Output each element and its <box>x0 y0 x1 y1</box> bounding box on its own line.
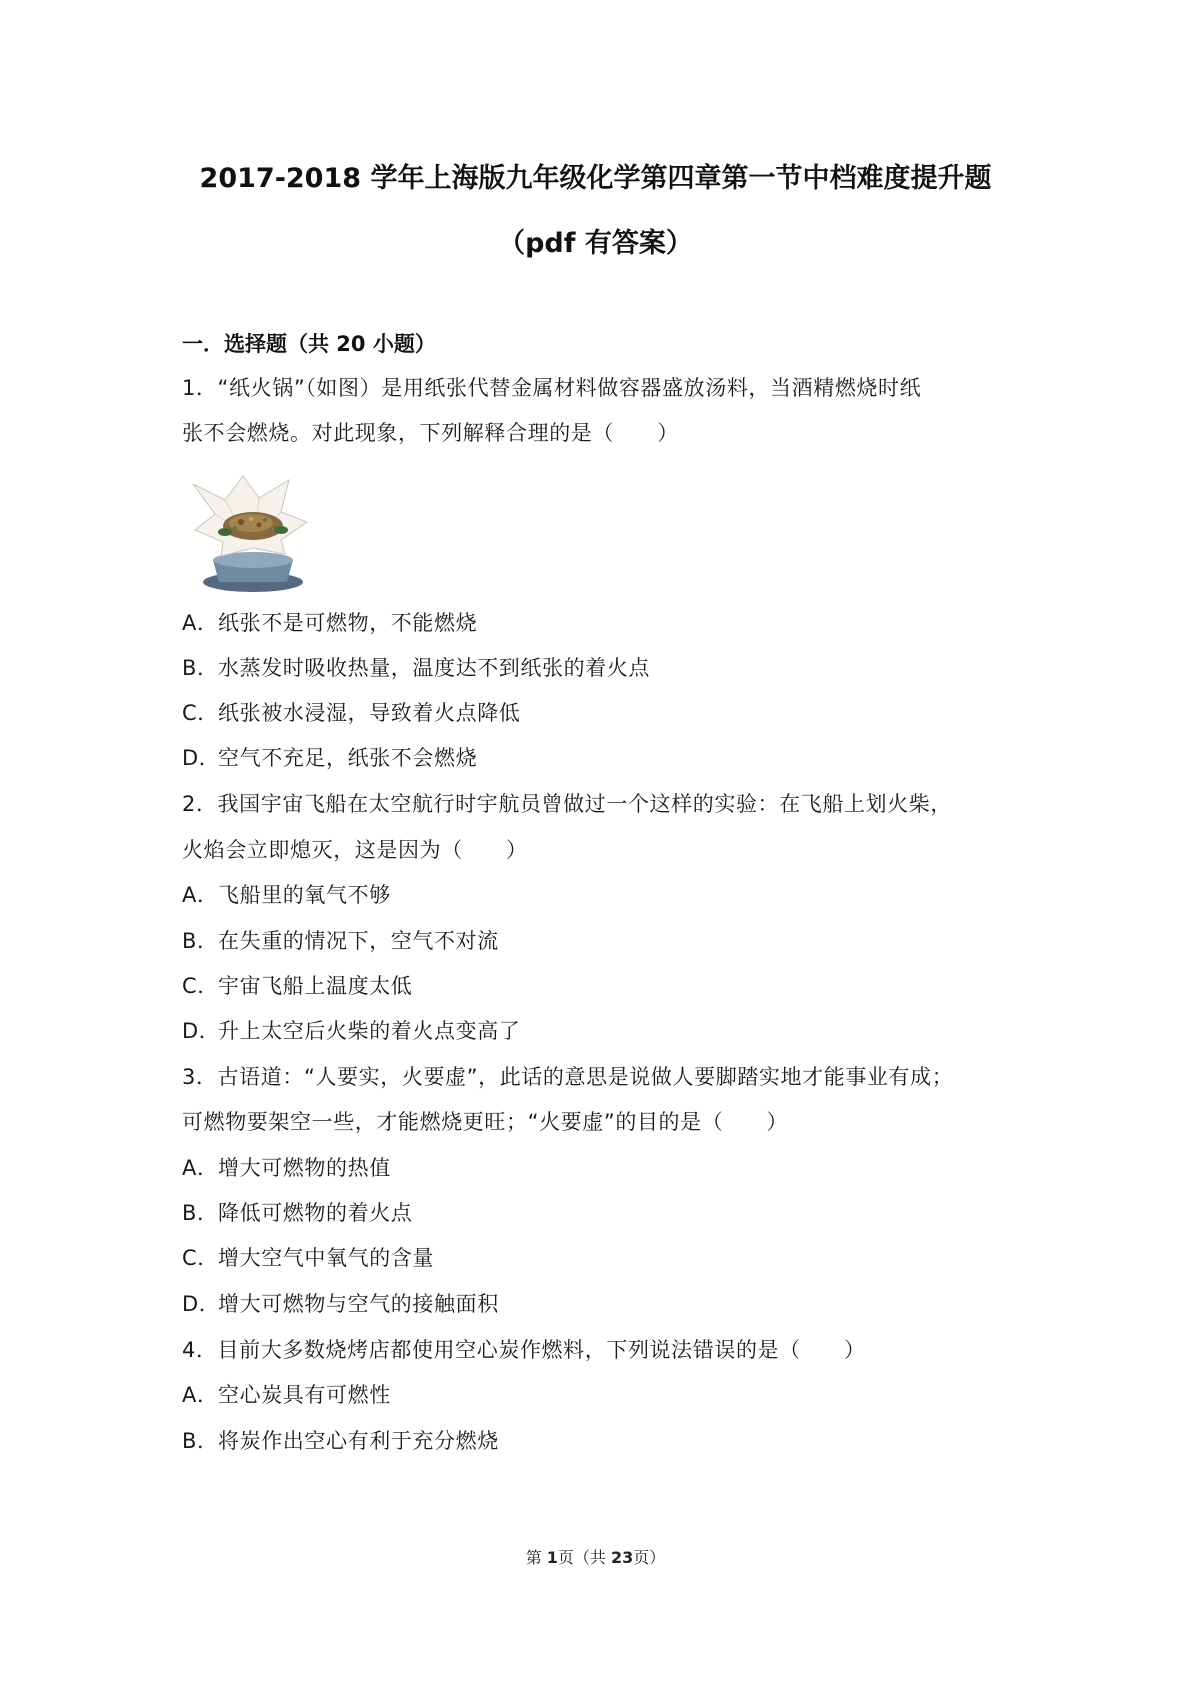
question-1-line-1: 1．“纸火锅”（如图）是用纸张代替金属材料做容器盛放汤料，当酒精燃烧时纸 <box>182 376 922 400</box>
option-letter: B． <box>182 1201 219 1225</box>
question-3-option-c <box>182 1242 434 1272</box>
option-letter: A． <box>182 1156 219 1180</box>
option-text: 在失重的情况下，空气不对流 <box>218 929 499 953</box>
option-text: 增大空气中氧气的含量 <box>218 1246 434 1270</box>
question-2-option-a <box>182 879 391 909</box>
question-1-option-c <box>182 697 520 727</box>
question-2-line-1: 2．我国宇宙飞船在太空航行时宇航员曾做过一个这样的实验：在飞船上划火柴， <box>182 792 952 816</box>
section-heading: 一．选择题（共 20 小题） <box>182 332 436 356</box>
option-letter: C． <box>182 701 219 725</box>
option-text: 空心炭具有可燃性 <box>218 1383 391 1407</box>
option-letter: D． <box>182 746 221 770</box>
page-footer <box>0 1545 1191 1568</box>
question-3-option-b <box>182 1197 412 1227</box>
question-3-option-a <box>182 1152 391 1182</box>
question-3-line-2: 可燃物要架空一些，才能燃烧更旺；“火要虚”的目的是（ ） <box>182 1110 789 1134</box>
option-text: 飞船里的氧气不够 <box>218 883 391 907</box>
option-text: 纸张不是可燃物，不能燃烧 <box>218 611 478 635</box>
footer-total-pages: 23 <box>611 1548 634 1567</box>
option-text: 增大可燃物与空气的接触面积 <box>218 1292 499 1316</box>
document-title-line-2: （pdf 有答案） <box>498 228 693 259</box>
option-text: 空气不充足，纸张不会燃烧 <box>218 746 478 770</box>
option-letter: A． <box>182 1383 219 1407</box>
question-2-option-d <box>182 1015 520 1045</box>
footer-suffix: 页） <box>633 1548 666 1567</box>
option-letter: D． <box>182 1292 221 1316</box>
option-text: 水蒸发时吸收热量，温度达不到纸张的着火点 <box>218 656 650 680</box>
question-2-option-b <box>182 925 499 955</box>
option-text: 降低可燃物的着火点 <box>218 1201 413 1225</box>
question-2-line-2: 火焰会立即熄灭，这是因为（ ） <box>182 838 528 862</box>
option-letter: A． <box>182 611 219 635</box>
option-text: 升上太空后火柴的着火点变高了 <box>218 1019 521 1043</box>
question-1-option-a <box>182 607 477 637</box>
option-letter: A． <box>182 883 219 907</box>
footer-prefix: 第 <box>525 1548 547 1567</box>
footer-middle: 页（共 <box>557 1548 612 1567</box>
question-4-option-b <box>182 1425 499 1455</box>
question-1-option-b <box>182 652 650 682</box>
question-3-line-1: 3．古语道：“人要实，火要虚”，此话的意思是说做人要脚踏实地才能事业有成； <box>182 1065 954 1089</box>
option-letter: C． <box>182 1246 219 1270</box>
question-2-option-c <box>182 970 412 1000</box>
question-3-option-d <box>182 1288 499 1318</box>
document-title-line-1: 2017-2018 学年上海版九年级化学第四章第一节中档难度提升题 <box>199 163 992 194</box>
paper-hotpot-image <box>185 470 315 600</box>
option-letter: B． <box>182 656 219 680</box>
question-1-option-d <box>182 742 477 772</box>
option-text: 将炭作出空心有利于充分燃烧 <box>218 1429 499 1453</box>
option-letter: B． <box>182 1429 219 1453</box>
question-4-option-a <box>182 1379 391 1409</box>
option-text: 宇宙飞船上温度太低 <box>218 974 413 998</box>
paper-hotpot-illustration <box>185 470 315 600</box>
option-text: 纸张被水浸湿，导致着火点降低 <box>218 701 521 725</box>
question-4-line-1: 4．目前大多数烧烤店都使用空心炭作燃料，下列说法错误的是（ ） <box>182 1338 866 1362</box>
question-1-line-2: 张不会燃烧。对此现象，下列解释合理的是（ ） <box>182 421 679 445</box>
option-letter: D． <box>182 1019 221 1043</box>
option-letter: B． <box>182 929 219 953</box>
option-letter: C． <box>182 974 219 998</box>
footer-page-number: 1 <box>546 1548 558 1567</box>
option-text: 增大可燃物的热值 <box>218 1156 391 1180</box>
